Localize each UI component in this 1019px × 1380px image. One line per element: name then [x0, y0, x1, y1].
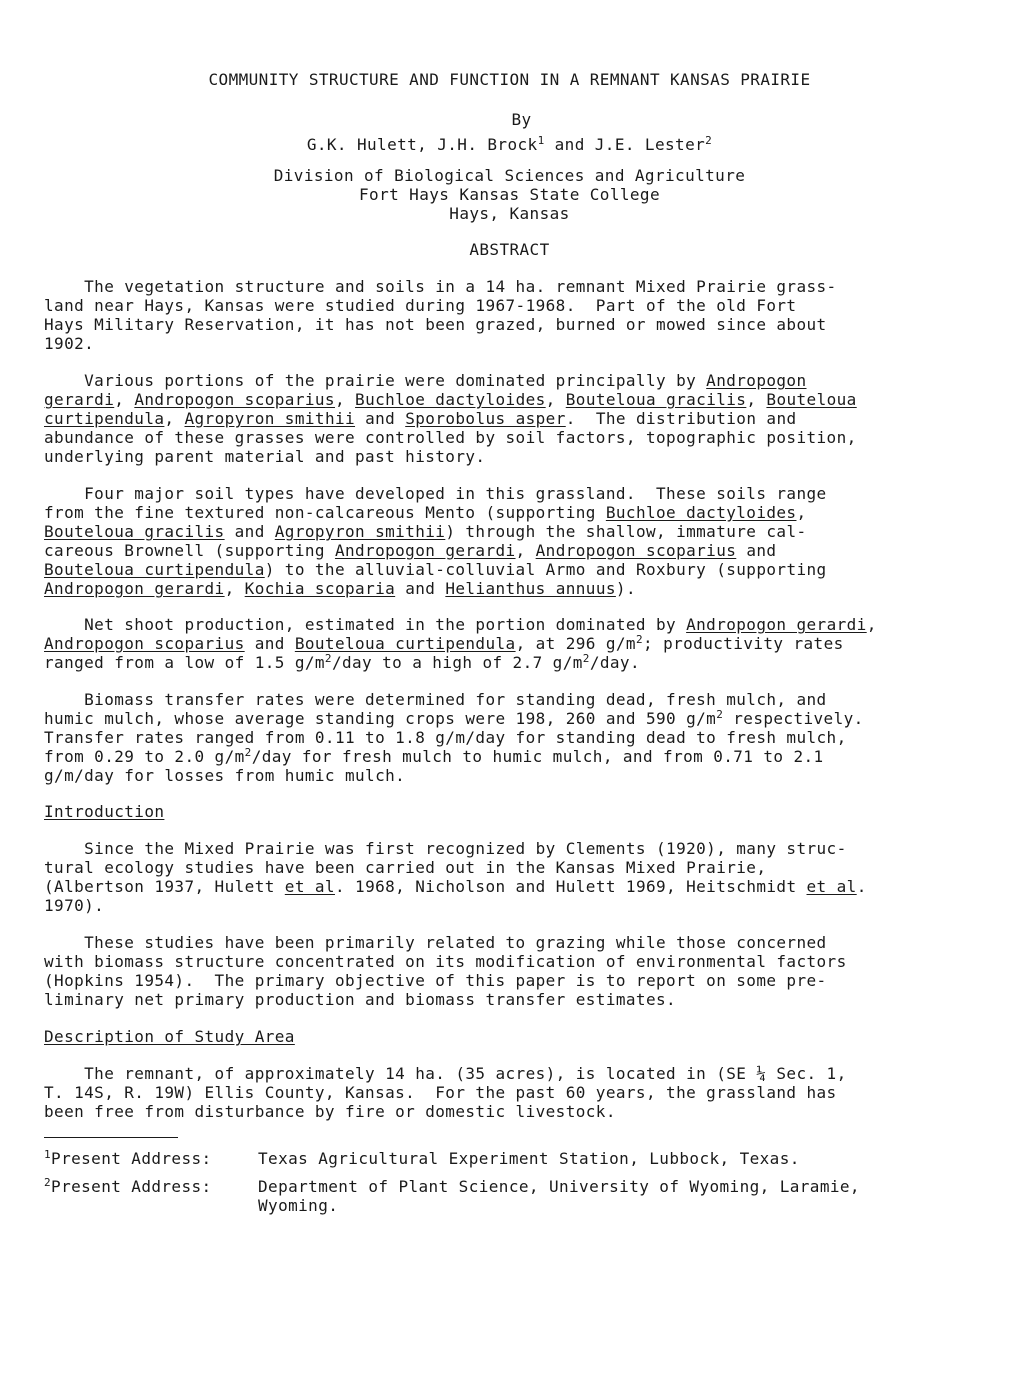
abstract-p5-line: Biomass transfer rates were determined for standing dead, fresh mulch, and	[44, 690, 827, 709]
text-span: ,	[545, 390, 566, 409]
footnote-2	[44, 1177, 212, 1196]
author-names-1: G.K. Hulett, J.H. Brock	[306, 135, 538, 154]
text-span: . The distribution and	[565, 409, 797, 428]
text-span: ,	[224, 579, 245, 598]
intro-p1-line: tural ecology studies have been carried out in the Kansas Mixed Prairie,	[44, 858, 767, 877]
species-name: Bouteloua curtipendula	[44, 560, 265, 579]
text-span: ; productivity rates	[643, 634, 844, 653]
paper-title: COMMUNITY STRUCTURE AND FUNCTION IN A REMNANT KANSAS PRAIRIE	[208, 70, 811, 89]
by-line: By	[511, 110, 532, 129]
text-span: .	[856, 877, 867, 896]
text-span: from the fine textured non-calcareous Mento (supporting	[44, 503, 606, 522]
footnote-mark: 2	[44, 1176, 52, 1189]
authors-line	[0, 135, 1019, 154]
intro-p1-line: Since the Mixed Prairie was first recognized by Clements (1920), many struc-	[44, 839, 847, 858]
abstract-p3-line	[44, 541, 776, 560]
text-span: ).	[615, 579, 636, 598]
intro-p1-line: 1970).	[44, 896, 105, 915]
affiliation-line-2: Fort Hays Kansas State College	[359, 185, 660, 204]
text-span: . 1968, Nicholson and Hulett 1969, Heitschmidt	[334, 877, 807, 896]
abstract-p5-line	[44, 747, 824, 766]
citation-et-al: et al	[284, 877, 335, 896]
abstract-p5-line: g/m/day for losses from humic mulch.	[44, 766, 406, 785]
text-span: /day.	[589, 653, 640, 672]
footnote-2-text: Department of Plant Science, University of Wyoming, Laramie,	[258, 1177, 860, 1196]
author-2-footnote-mark: 2	[705, 134, 713, 147]
species-name: Kochia scoparia	[244, 579, 396, 598]
text-span: /day for fresh mulch to humic mulch, and from 0.71 to 2.1	[251, 747, 824, 766]
citation-et-al: et al	[806, 877, 857, 896]
study-area-line: been free from disturbance by fire or domestic livestock.	[44, 1102, 616, 1121]
species-name: Bouteloua gracilis	[565, 390, 747, 409]
superscript: 2	[635, 633, 643, 646]
abstract-p2-line: abundance of these grasses were controlled by soil factors, topographic position,	[44, 428, 857, 447]
intro-p1-line	[44, 877, 867, 896]
species-name: Bouteloua gracilis	[44, 522, 225, 541]
abstract-p3-line	[44, 560, 827, 579]
text-span: and	[395, 579, 446, 598]
abstract-p3-line	[44, 579, 636, 598]
superscript: 2	[582, 652, 590, 665]
superscript: 2	[324, 652, 332, 665]
species-name: Bouteloua curtipendula	[294, 634, 516, 653]
superscript: 2	[244, 746, 252, 759]
text-span: and	[736, 541, 777, 560]
species-name: Agropyron smithii	[184, 409, 356, 428]
text-span: ,	[114, 390, 135, 409]
abstract-p5-line: Transfer rates ranged from 0.11 to 1.8 g/m/day for standing dead to fresh mulch,	[44, 728, 847, 747]
text-span: ranged from a low of 1.5 g/m	[44, 653, 325, 672]
affiliation-line-3: Hays, Kansas	[449, 204, 570, 223]
abstract-p4-line	[44, 634, 844, 653]
intro-p2-line: liminary net primary production and biomass transfer estimates.	[44, 990, 677, 1009]
species-name: Andropogon scoparius	[134, 390, 335, 409]
introduction-heading: Introduction	[44, 802, 165, 821]
species-name: Bouteloua	[766, 390, 857, 409]
species-name: Buchloe dactyloides	[605, 503, 797, 522]
text-span: humic mulch, whose average standing crops were 198, 260 and 590 g/m	[44, 709, 717, 728]
abstract-p4-line	[44, 615, 877, 634]
footnote-label: Present Address:	[51, 1149, 212, 1168]
text-span: Net shoot production, estimated in the portion dominated by	[44, 615, 687, 634]
species-name: curtipendula	[44, 409, 165, 428]
species-name: Helianthus annuus	[445, 579, 616, 598]
text-span: (Albertson 1937, Hulett	[44, 877, 285, 896]
text-span: Various portions of the prairie were dominated principally by	[44, 371, 707, 390]
text-span: and	[355, 409, 406, 428]
footnote-1-text: Texas Agricultural Experiment Station, Lubbock, Texas.	[258, 1149, 800, 1168]
species-name: Andropogon scoparius	[44, 634, 245, 653]
footnote-divider	[44, 1137, 178, 1138]
text-span: ,	[796, 503, 807, 522]
text-span: and	[224, 522, 275, 541]
species-name: gerardi	[44, 390, 115, 409]
text-span: careous Brownell (supporting	[44, 541, 335, 560]
abstract-p2-line	[44, 409, 797, 428]
footnote-label: Present Address:	[51, 1177, 212, 1196]
text-span: ,	[164, 409, 185, 428]
footnote-2-text: Wyoming.	[258, 1196, 339, 1215]
study-area-line: T. 14S, R. 19W) Ellis County, Kansas. For the past 60 years, the grassland has	[44, 1083, 837, 1102]
intro-p2-line: with biomass structure concentrated on its modification of environmental factors	[44, 952, 847, 971]
study-area-heading: Description of Study Area	[44, 1027, 295, 1046]
footnote-1	[44, 1149, 212, 1168]
text-span: and	[244, 634, 295, 653]
text-span: , at 296 g/m	[515, 634, 636, 653]
study-area-line: The remnant, of approximately 14 ha. (35 acres), is located in (SE ¼ Sec. 1,	[44, 1064, 847, 1083]
abstract-p5-line	[44, 709, 864, 728]
text-span: ,	[866, 615, 877, 634]
species-name: Andropogon scoparius	[535, 541, 737, 560]
affiliation-line-1: Division of Biological Sciences and Agriculture	[273, 166, 746, 185]
text-span: ) to the alluvial-colluvial Armo and Roxbury (supporting	[264, 560, 827, 579]
text-span: ) through the shallow, immature cal-	[445, 522, 807, 541]
species-name: Andropogon gerardi	[44, 579, 225, 598]
author-names-2: and J.E. Lester	[544, 135, 706, 154]
species-name: Andropogon	[706, 371, 807, 390]
abstract-p2-line	[44, 390, 857, 409]
abstract-heading: ABSTRACT	[469, 240, 550, 259]
author-1-footnote-mark: 1	[537, 134, 545, 147]
abstract-p1-line: 1902.	[44, 334, 95, 353]
text-span: respectively.	[723, 709, 864, 728]
abstract-p1-line: Hays Military Reservation, it has not been grazed, burned or mowed since about	[44, 315, 827, 334]
species-name: Buchloe dactyloides	[355, 390, 546, 409]
abstract-p1-line: land near Hays, Kansas were studied during 1967-1968. Part of the old Fort	[44, 296, 797, 315]
text-span: from 0.29 to 2.0 g/m	[44, 747, 245, 766]
abstract-p2-line	[44, 371, 807, 390]
species-name: Andropogon gerardi	[334, 541, 516, 560]
species-name: Sporobolus asper	[405, 409, 566, 428]
intro-p2-line: These studies have been primarily related to grazing while those concerned	[44, 933, 827, 952]
abstract-p3-line: Four major soil types have developed in this grassland. These soils range	[44, 484, 827, 503]
species-name: Andropogon gerardi	[686, 615, 867, 634]
text-span: ,	[334, 390, 356, 409]
abstract-p1-line: The vegetation structure and soils in a 14 ha. remnant Mixed Prairie grass-	[44, 277, 837, 296]
text-span: ,	[746, 390, 767, 409]
text-span: /day to a high of 2.7 g/m	[331, 653, 583, 672]
abstract-p2-line: underlying parent material and past history.	[44, 447, 486, 466]
abstract-p3-line	[44, 503, 807, 522]
abstract-p4-line	[44, 653, 640, 672]
species-name: Agropyron smithii	[274, 522, 446, 541]
abstract-p3-line	[44, 522, 807, 541]
superscript: 2	[716, 708, 724, 721]
text-span: ,	[515, 541, 536, 560]
footnote-mark: 1	[44, 1148, 52, 1161]
intro-p2-line: (Hopkins 1954). The primary objective of this paper is to report on some pre-	[44, 971, 827, 990]
